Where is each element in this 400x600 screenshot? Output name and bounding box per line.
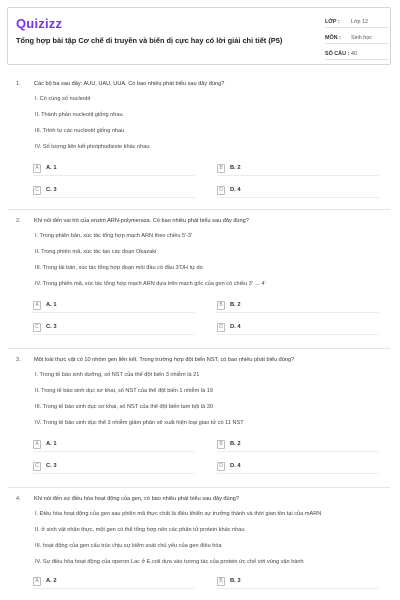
question-text: Khi nói đến sự điều hòa hoạt động của gen, có bao nhiêu phát biểu sau đây đúng? — [34, 496, 239, 502]
question-1 — [16, 81, 388, 205]
option-text: C. 3 — [46, 187, 57, 193]
meta-row-subject — [325, 32, 389, 44]
question-number: 3. — [16, 357, 21, 363]
option-b[interactable] — [217, 161, 379, 176]
option-a[interactable] — [33, 437, 195, 452]
option-text: B. 3 — [230, 578, 241, 584]
option-key-box[interactable]: A — [33, 164, 41, 173]
statement: II. Trong phiên mã, xúc tác tạo các đoạn Okazaki — [35, 249, 157, 255]
statement: III. hoạt động của gen cấu trúc chịu sự kiểm soát chủ yếu của gen điều hòa — [35, 543, 222, 549]
statement: I. Trong tế bào sinh dưỡng, số NST của thể đột biến 3 nhiễm là 21 — [35, 372, 200, 378]
question-number: 2. — [16, 218, 21, 224]
option-key-box[interactable]: A — [33, 440, 41, 449]
option-text: D. 4 — [230, 324, 241, 330]
question-number: 4. — [16, 496, 21, 502]
statement: II. Thành phần nucleotit giống nhau — [35, 112, 123, 118]
meta-value: Sinh học — [351, 34, 372, 41]
meta-label: SỐ CÂU : — [325, 50, 350, 57]
option-key-box[interactable]: D — [217, 323, 225, 332]
question-3 — [16, 357, 388, 481]
question-text: Khi nói đến vai trò của enzim ARN-polymeraza. Có bao nhiêu phát biểu sau đây đúng? — [34, 218, 249, 224]
option-text: A. 1 — [46, 165, 57, 171]
answer-options — [33, 161, 388, 205]
option-key-box[interactable]: B — [217, 164, 225, 173]
meta-label: MÔN : — [325, 34, 341, 41]
option-b[interactable] — [217, 574, 379, 589]
quizizz-logo: Quizizz — [16, 16, 63, 31]
answer-options — [33, 298, 388, 342]
option-c[interactable] — [33, 183, 195, 198]
answer-options — [33, 574, 388, 590]
meta-label: LỚP : — [325, 18, 340, 25]
statement: IV. Trong phiên mã, xúc tác tổng hợp mạch ARN dựa trên mạch gốc của gen có chiều 3' → 4' — [35, 281, 266, 287]
meta-value: Lớp 12 — [351, 18, 369, 25]
option-key-box[interactable]: A — [33, 577, 41, 586]
option-text: A. 1 — [46, 302, 57, 308]
option-text: A. 1 — [46, 441, 57, 447]
option-key-box[interactable]: B — [217, 301, 225, 310]
section-divider — [8, 209, 390, 210]
option-c[interactable] — [33, 459, 195, 474]
option-text: C. 3 — [46, 463, 57, 469]
statement: III. Trong tái bản, xúc tác tổng hợp đoạn mồi đầu có đầu 3'OH tự do — [35, 265, 203, 271]
statement: III. Trong tế bào sinh dục sơ khai, số NST của thể đột biến tam bội là 30 — [35, 404, 214, 410]
statement: I. Trong phiên bản, xúc tác tổng hợp mạch ARN theo chiều 5'-3' — [35, 233, 193, 239]
option-text: B. 2 — [230, 441, 241, 447]
option-d[interactable] — [217, 459, 379, 474]
option-b[interactable] — [217, 437, 379, 452]
option-key-box[interactable]: B — [217, 577, 225, 586]
option-text: B. 2 — [230, 165, 241, 171]
answer-options — [33, 437, 388, 481]
option-text: A. 2 — [46, 578, 57, 584]
statement: III. Trình tự các nucleotit giống nhau — [35, 128, 125, 134]
section-divider — [8, 348, 390, 349]
question-text: Các bộ ba sau đây: AUU, UAU, UUA. Có bao nhiêu phát biểu sau đây đúng? — [34, 81, 225, 87]
statement: I. Có cùng số nucleotit — [35, 96, 91, 102]
option-text: D. 4 — [230, 463, 241, 469]
option-a[interactable] — [33, 298, 195, 313]
option-key-box[interactable]: D — [217, 186, 225, 195]
option-key-box[interactable]: A — [33, 301, 41, 310]
question-text: Một loài thực vật có 10 nhóm gen liên kết. Trong trường hợp đột biến NST, có bao nhiêu phát biểu đúng? — [34, 357, 295, 363]
option-c[interactable] — [33, 320, 195, 335]
option-key-box[interactable]: C — [33, 323, 41, 332]
option-a[interactable] — [33, 574, 195, 589]
option-key-box[interactable]: B — [217, 440, 225, 449]
section-divider — [8, 487, 390, 488]
question-2 — [16, 218, 388, 342]
statement: I. Điều hòa hoạt động của gen sau phiên mã thực chất là điều khiển sự trưởng thành và thời gian tồn tại của mARN — [35, 511, 322, 517]
worksheet-header — [7, 7, 391, 65]
option-key-box[interactable]: D — [217, 462, 225, 471]
option-b[interactable] — [217, 298, 379, 313]
meta-row-count — [325, 48, 389, 60]
worksheet-title: Tổng hợp bài tập Cơ chế di truyền và biến dị cực hay có lời giải chi tiết (P5) — [16, 36, 283, 45]
statement: IV. Trong tế bào sinh dục thể 3 nhiễm giảm phân sẽ xuất hiện loại giao tử có 11 NST — [35, 420, 244, 426]
option-key-box[interactable]: C — [33, 462, 41, 471]
option-d[interactable] — [217, 183, 379, 198]
question-4 — [16, 496, 388, 590]
statement: II. Trong tế bào sinh dục sơ khai, số NST của thể đột biến 1 nhiễm là 19 — [35, 388, 214, 394]
statement: IV. Sự điều hòa hoạt động của operon Lac ở E.coli dựa vào tương tác của protein ức chế với vùng vận hành — [35, 559, 304, 565]
meta-panel — [325, 16, 389, 64]
meta-value: 40 — [351, 50, 357, 57]
option-text: C. 3 — [46, 324, 57, 330]
question-number: 1. — [16, 81, 21, 87]
meta-row-class — [325, 16, 389, 28]
option-text: D. 4 — [230, 187, 241, 193]
option-text: B. 2 — [230, 302, 241, 308]
statement: II. ở sinh vật nhân thực, một gen có thể tổng hợp nên các phân tử protein khác nhau — [35, 527, 245, 533]
option-a[interactable] — [33, 161, 195, 176]
statement: IV. Số lượng liên kết photphodieste khác nhau — [35, 144, 150, 150]
option-key-box[interactable]: C — [33, 186, 41, 195]
option-d[interactable] — [217, 320, 379, 335]
